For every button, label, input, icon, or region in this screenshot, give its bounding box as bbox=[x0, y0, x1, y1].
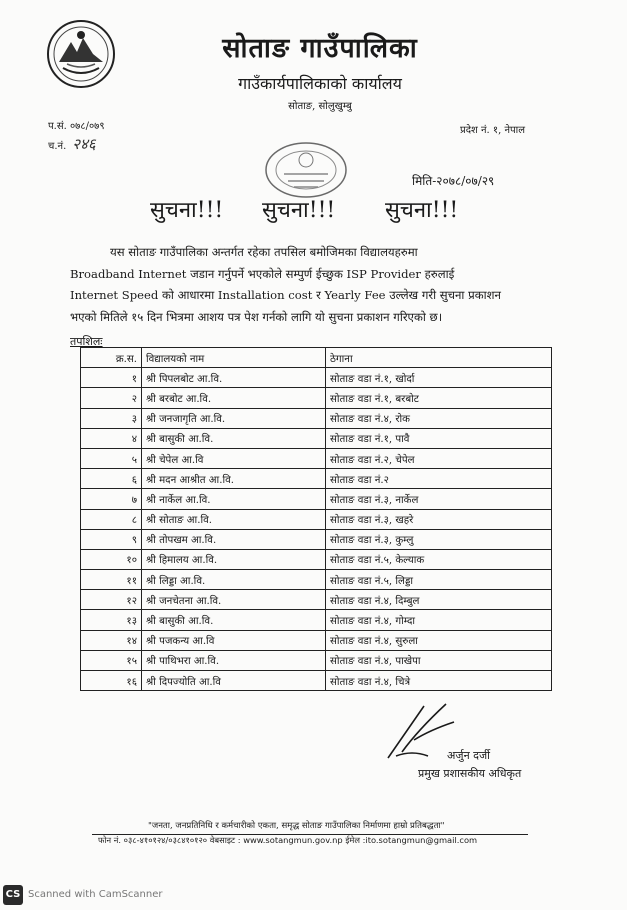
row-serial: १० bbox=[81, 549, 142, 569]
col-header-sn: क्र.स. bbox=[81, 348, 142, 368]
row-serial: २ bbox=[81, 388, 142, 408]
row-school-name: श्री दिपज्योति आ.वि bbox=[142, 671, 326, 691]
dispatch-number bbox=[48, 134, 96, 154]
table-row bbox=[81, 630, 552, 650]
row-address: सोताङ वडा नं.४, चित्रे bbox=[326, 671, 552, 691]
table-row bbox=[81, 368, 552, 388]
row-school-name: श्री बरबोट आ.वि. bbox=[142, 388, 326, 408]
row-serial: १ bbox=[81, 368, 142, 388]
dispatch-value: २४६ bbox=[72, 135, 96, 153]
row-serial: ५ bbox=[81, 448, 142, 468]
row-serial: ८ bbox=[81, 509, 142, 529]
row-address: सोताङ वडा नं.३, नार्केल bbox=[326, 489, 552, 509]
table-row bbox=[81, 590, 552, 610]
province-line: प्रदेश नं. १, नेपाल bbox=[460, 125, 526, 136]
row-school-name: श्री पजकन्य आ.वि bbox=[142, 630, 326, 650]
table-row bbox=[81, 428, 552, 448]
row-school-name: श्री मदन आश्रीत आ.वि. bbox=[142, 469, 326, 489]
table-row bbox=[81, 489, 552, 509]
school-list-table bbox=[80, 347, 552, 691]
row-school-name: श्री जनजागृति आ.वि. bbox=[142, 408, 326, 428]
row-address: सोताङ वडा नं.४, सुरुला bbox=[326, 630, 552, 650]
headline-word: सुचना!!! bbox=[150, 198, 224, 223]
notice-headline bbox=[0, 194, 627, 226]
row-school-name: श्री बासुकी आ.वि. bbox=[142, 428, 326, 448]
row-address: सोताङ वडा नं.२ bbox=[326, 469, 552, 489]
table-row bbox=[81, 469, 552, 489]
notice-body bbox=[70, 242, 550, 328]
row-school-name: श्री बासुकी आ.वि. bbox=[142, 610, 326, 630]
row-serial: ६ bbox=[81, 469, 142, 489]
row-school-name: श्री नार्केल आ.वि. bbox=[142, 489, 326, 509]
row-serial: १२ bbox=[81, 590, 142, 610]
row-school-name: श्री हिमालय आ.वि. bbox=[142, 549, 326, 569]
table-row bbox=[81, 671, 552, 691]
row-serial: ९ bbox=[81, 529, 142, 549]
notice-date: मिति-२०७८/०७/२९ bbox=[412, 174, 495, 188]
table-row bbox=[81, 549, 552, 569]
row-serial: ४ bbox=[81, 428, 142, 448]
row-address: सोताङ वडा नं.३, कुम्लु bbox=[326, 529, 552, 549]
row-address: सोताङ वडा नं.४, रोक bbox=[326, 408, 552, 428]
row-address: सोताङ वडा नं.१, बरबोट bbox=[326, 388, 552, 408]
col-header-address: ठेगाना bbox=[326, 348, 552, 368]
headline-word: सुचना!!! bbox=[262, 198, 336, 223]
table-row bbox=[81, 509, 552, 529]
row-serial: ७ bbox=[81, 489, 142, 509]
row-address: सोताङ वडा नं.१, खोर्दा bbox=[326, 368, 552, 388]
signer-title: प्रमुख प्रशासकीय अधिकृत bbox=[418, 767, 522, 780]
col-header-school: विद्यालयको नाम bbox=[142, 348, 326, 368]
row-school-name: श्री चेपेल आ.वि bbox=[142, 448, 326, 468]
row-address: सोताङ वडा नं.३, खहरे bbox=[326, 509, 552, 529]
row-serial: १३ bbox=[81, 610, 142, 630]
row-serial: ११ bbox=[81, 570, 142, 590]
row-school-name: श्री जनचेतना आ.वि. bbox=[142, 590, 326, 610]
row-school-name: श्री सोताङ आ.वि. bbox=[142, 509, 326, 529]
row-address: सोताङ वडा नं.४, गोम्दा bbox=[326, 610, 552, 630]
table-header-row bbox=[81, 348, 552, 368]
row-school-name: श्री तोपखम आ.वि. bbox=[142, 529, 326, 549]
body-line: Internet Speed को आधारमा Installation cost र Yearly Fee उल्लेख गरी सुचना प्रकाशन bbox=[70, 288, 501, 302]
nepal-emblem-icon bbox=[45, 18, 117, 90]
dispatch-label: च.नं. bbox=[48, 141, 67, 152]
body-line: Broadband Internet जडान गर्नुपर्ने भएकोले सम्पुर्ण ईच्छुक ISP Provider हरुलाई bbox=[70, 266, 455, 281]
footer-contact: फोन नं. ०३८-४१०१२४/०३८४१०१२० वेबसाइट : www.sotangmun.gov.np ईमेल :ito.sotangmun@gmail.com bbox=[98, 835, 478, 845]
footer-slogan: "जनता, जनप्रतिनिधि र कर्मचारीको एकता, समृद्ध सोताङ गाउँपालिका निर्माणमा हाम्रो प्रतिबद्धता" bbox=[148, 821, 445, 831]
row-serial: १६ bbox=[81, 671, 142, 691]
reference-number: प.सं. ०७८/०७९ bbox=[48, 121, 105, 132]
office-seal-stamp bbox=[262, 140, 350, 200]
row-school-name: श्री लिड्डा आ.वि. bbox=[142, 570, 326, 590]
municipality-title: सोताङ गाउँपालिका bbox=[222, 33, 418, 64]
camscanner-watermark: Scanned with CamScanner bbox=[28, 889, 163, 900]
row-serial: १४ bbox=[81, 630, 142, 650]
row-address: सोताङ वडा नं.२, चेपेल bbox=[326, 448, 552, 468]
table-row bbox=[81, 388, 552, 408]
body-line: भएको मितिले १५ दिन भित्रमा आशय पत्र पेश गर्नको लागि यो सुचना प्रकाशन गरिएको छ। bbox=[70, 309, 443, 324]
office-location: सोताङ, सोलुखुम्बु bbox=[288, 101, 352, 112]
row-address: सोताङ वडा नं.१, पावै bbox=[326, 428, 552, 448]
table-row bbox=[81, 529, 552, 549]
signer-name: अर्जुन दर्जी bbox=[447, 749, 491, 762]
body-line: यस सोताङ गाउँपालिका अन्तर्गत रहेका तपसिल बमोजिमका विद्यालयहरुमा bbox=[110, 245, 418, 259]
row-serial: ३ bbox=[81, 408, 142, 428]
details-label: तपशिलः bbox=[70, 335, 103, 348]
row-address: सोताङ वडा नं.४, पाखेपा bbox=[326, 650, 552, 670]
row-serial: १५ bbox=[81, 650, 142, 670]
table-row bbox=[81, 610, 552, 630]
row-address: सोताङ वडा नं.५, लिड्डा bbox=[326, 570, 552, 590]
row-address: सोताङ वडा नं.५, केल्याक bbox=[326, 549, 552, 569]
table-row bbox=[81, 408, 552, 428]
office-name: गाउँकार्यपालिकाको कार्यालय bbox=[238, 74, 402, 93]
row-address: सोताङ वडा नं.४, दिम्बुल bbox=[326, 590, 552, 610]
row-school-name: श्री पाथिभरा आ.वि. bbox=[142, 650, 326, 670]
headline-word: सुचना!!! bbox=[385, 198, 459, 223]
table-row bbox=[81, 650, 552, 670]
row-school-name: श्री पिपलबोट आ.वि. bbox=[142, 368, 326, 388]
camscanner-logo-icon: CS bbox=[3, 885, 23, 905]
table-row bbox=[81, 448, 552, 468]
table-row bbox=[81, 570, 552, 590]
